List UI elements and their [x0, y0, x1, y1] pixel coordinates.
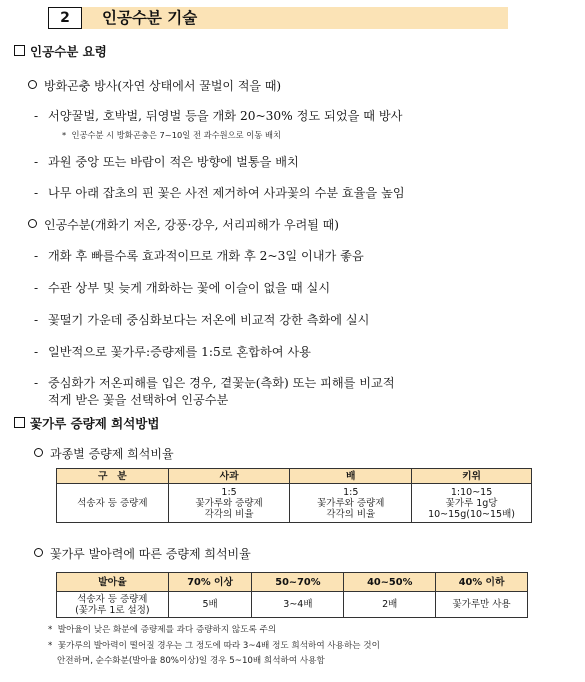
section-number: 2: [48, 7, 82, 29]
list-item-text: 개화 후 빠를수록 효과적이므로 개화 후 2~3일 이내가 좋음: [48, 249, 364, 263]
list-item-text: 서양꿀벌, 호박벌, 뒤영벌 등을 개화 20~30% 정도 되었을 때 방사: [48, 109, 403, 123]
footnote-text: 꽃가루의 발아력이 떨어질 경우는 그 정도에 따라 3~4배 정도 희석하여 사용하는 것이: [57, 641, 380, 651]
subheading-ratio-by-germination: [34, 546, 251, 562]
table-ratio-by-germination: [56, 572, 528, 618]
row-label: 석송자 등 증량제: [57, 484, 169, 523]
table-cell: 3~4배: [252, 592, 344, 618]
list-item: - 일반적으로 꽃가루:증량제를 1:5로 혼합하여 사용: [34, 345, 311, 359]
list-item: - 서양꿀벌, 호박벌, 뒤영벌 등을 개화 20~30% 정도 되었을 때 방사: [34, 109, 403, 123]
column-header: 발아율: [57, 573, 169, 592]
heading-pollination-text: 인공수분 요령: [30, 44, 107, 59]
column-header: 50~70%: [252, 573, 344, 592]
list-item: - 수관 상부 및 늦게 개화하는 꽃에 이슬이 없을 때 실시: [34, 281, 331, 295]
list-item-text: 방화곤충 방사(자연 상태에서 꿀벌이 적을 때): [44, 79, 282, 93]
note-item: * 인공수분 시 방화곤충은 7~10일 전 과수원으로 이동 배치: [62, 130, 281, 140]
column-header: 70% 이상: [168, 573, 252, 592]
circle-bullet-icon: [28, 80, 37, 89]
row-label: 석송자 등 증량제 (꽃가루 1로 설정): [57, 592, 169, 618]
checkbox-square-icon: [14, 45, 25, 56]
list-item: - 나무 아래 잡초의 핀 꽃은 사전 제거하여 사과꽃의 수분 효율을 높임: [34, 186, 405, 200]
note-text: 인공수분 시 방화곤충은 7~10일 전 과수원으로 이동 배치: [71, 130, 281, 140]
footnote-continuation: 안전하며, 순수화분(발아율 80%이상)일 경우 5~10배 희석하여 사용함: [57, 656, 325, 666]
list-item: - 과원 중앙 또는 바람이 적은 방향에 벌통을 배치: [34, 155, 299, 169]
list-item-text: 나무 아래 잡초의 핀 꽃은 사전 제거하여 사과꽃의 수분 효율을 높임: [48, 186, 405, 200]
table-cell: 1:10~15 꽃가루 1g당 10~15g(10~15배): [412, 484, 532, 523]
list-item: - 꽃떨기 가운데 중심화보다는 저온에 비교적 강한 측화에 실시: [34, 313, 370, 327]
list-item-text: 과원 중앙 또는 바람이 적은 방향에 벌통을 배치: [48, 155, 299, 169]
list-item-text: 꽃떨기 가운데 중심화보다는 저온에 비교적 강한 측화에 실시: [48, 313, 370, 327]
column-header: 40% 이하: [436, 573, 528, 592]
list-item: - 개화 후 빠를수록 효과적이므로 개화 후 2~3일 이내가 좋음: [34, 249, 364, 263]
column-header: 40~50%: [344, 573, 436, 592]
subheading-text: 꽃가루 발아력에 따른 증량제 희석비율: [50, 547, 251, 561]
heading-extender-text: 꽃가루 증량제 희석방법: [30, 416, 160, 431]
table-cell: 꽃가루만 사용: [436, 592, 528, 618]
subheading-text: 과종별 증량제 희석비율: [50, 447, 174, 461]
circle-bullet-icon: [34, 548, 43, 557]
list-item-text: 수관 상부 및 늦게 개화하는 꽃에 이슬이 없을 때 실시: [48, 281, 331, 295]
table-cell: 5배: [168, 592, 252, 618]
footnote: * 꽃가루의 발아력이 떨어질 경우는 그 정도에 따라 3~4배 정도 희석하여 사용하는 것이: [48, 641, 380, 651]
list-item-text: 인공수분(개화기 저온, 강풍·강우, 서리피해가 우려될 때): [44, 218, 339, 232]
heading-pollination: [14, 44, 107, 60]
list-item-continuation: 적게 받은 꽃을 선택하여 인공수분: [48, 393, 229, 407]
list-item-text: 중심화가 저온피해를 입은 경우, 곁꽃눈(측화) 또는 피해를 비교적: [48, 376, 395, 390]
column-header: 사과: [168, 469, 290, 484]
heading-extender: [14, 416, 159, 432]
list-item: [28, 78, 281, 94]
column-header: 키위: [412, 469, 532, 484]
table-ratio-by-fruit: [56, 468, 532, 523]
column-header: 배: [290, 469, 412, 484]
subheading-ratio-by-fruit: [34, 446, 174, 462]
table-cell: 2배: [344, 592, 436, 618]
circle-bullet-icon: [28, 219, 37, 228]
list-item: - 중심화가 저온피해를 입은 경우, 곁꽃눈(측화) 또는 피해를 비교적: [34, 376, 395, 390]
table-cell: 1:5 꽃가루와 증량제 각각의 비율: [290, 484, 412, 523]
column-header: 구 분: [57, 469, 169, 484]
circle-bullet-icon: [34, 448, 43, 457]
list-item-text: 일반적으로 꽃가루:증량제를 1:5로 혼합하여 사용: [48, 345, 311, 359]
list-item: [28, 217, 339, 233]
footnote-text: 발아율이 낮은 화분에 증량제를 과다 증량하지 않도록 주의: [57, 625, 277, 635]
table-cell: 1:5 꽃가루와 증량제 각각의 비율: [168, 484, 290, 523]
checkbox-square-icon: [14, 417, 25, 428]
section-title: 인공수분 기술: [102, 9, 198, 27]
footnote: * 발아율이 낮은 화분에 증량제를 과다 증량하지 않도록 주의: [48, 625, 277, 635]
